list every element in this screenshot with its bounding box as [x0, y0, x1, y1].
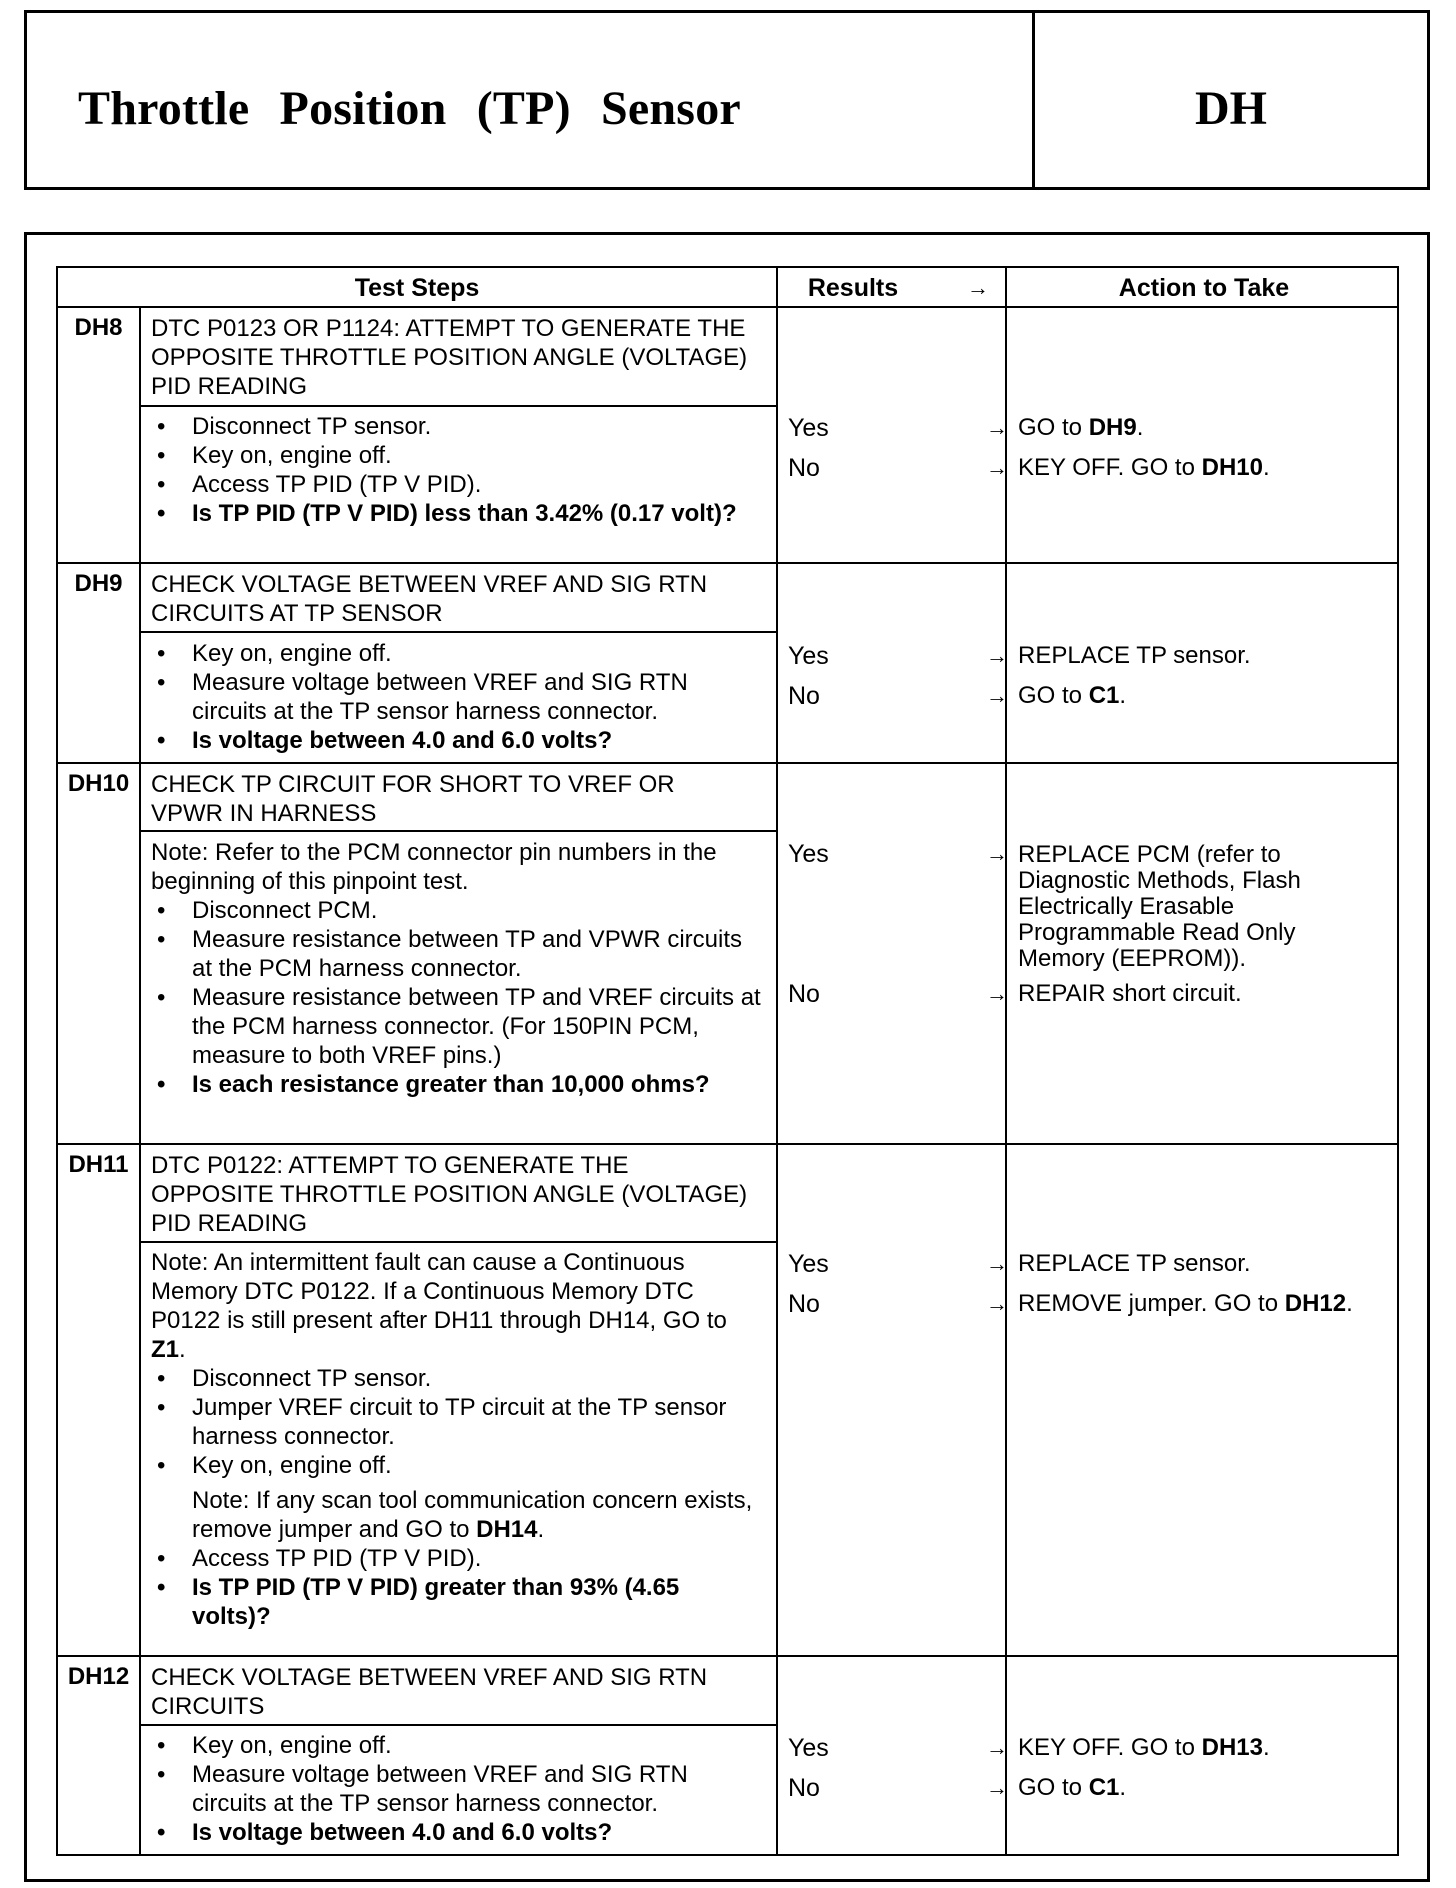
arrow-icon: → [986, 1735, 1008, 1760]
step-question: • Is TP PID (TP V PID) less than 3.42% (0.17 volt)? [151, 499, 761, 528]
action-no: KEY OFF. GO to DH10. [1018, 454, 1270, 481]
results-column-divider [776, 268, 778, 1856]
step-title: DTC P0123 OR P1124: ATTEMPT TO GENERATE THE OPPOSITE THROTTLE POSITION ANGLE (VOLTAGE) PID READING [151, 315, 748, 400]
step-body [151, 639, 761, 755]
action-column-divider [1005, 268, 1007, 1856]
bullet-item: • Measure voltage between VREF and SIG RTN circuits at the TP sensor harness connector. [151, 668, 761, 726]
arrow-icon: → [986, 643, 1008, 668]
step-actions [1018, 1244, 1388, 1324]
step-inner-note: Note: If any scan tool communication concern exists, remove jumper and GO to DH14. [192, 1487, 753, 1543]
bullet-item: • Disconnect TP sensor. [151, 412, 761, 441]
step-id: DH11 [68, 1151, 129, 1178]
step-id: DH9 [74, 570, 123, 597]
bullet-item: • Measure resistance between TP and VPWR circuits at the PCM harness connector. [151, 925, 761, 983]
arrow-icon: → [986, 683, 1008, 708]
step-question: • Is each resistance greater than 10,000 ohms? [151, 1070, 761, 1099]
step-body [151, 412, 761, 528]
action-yes: REPLACE TP sensor. [1018, 642, 1251, 669]
step-reference-link[interactable]: DH10 [1201, 454, 1263, 481]
step-body [151, 1731, 761, 1847]
action-yes: KEY OFF. GO to DH13. [1018, 1734, 1270, 1761]
column-header-test-steps: Test Steps [354, 274, 480, 302]
step-title-divider [139, 631, 776, 633]
step-actions [1018, 1728, 1388, 1808]
step-title: DTC P0122: ATTEMPT TO GENERATE THE OPPOSITE THROTTLE POSITION ANGLE (VOLTAGE) PID READING [151, 1152, 748, 1237]
step-divider [58, 562, 1397, 564]
step-results [788, 1244, 1008, 1324]
step-reference-link[interactable]: DH14 [476, 1516, 538, 1543]
result-yes: Yes [788, 414, 829, 442]
action-no: GO to C1. [1018, 1774, 1127, 1801]
bullet-item: • Measure voltage between VREF and SIG RTN circuits at the TP sensor harness connector. [151, 1760, 761, 1818]
step-reference-link[interactable]: DH13 [1201, 1734, 1263, 1761]
result-yes: Yes [788, 1734, 829, 1762]
step-results [788, 834, 1008, 1014]
step-divider [58, 1143, 1397, 1145]
step-reference-link[interactable]: DH12 [1284, 1290, 1347, 1317]
bullet-item: • Key on, engine off. [151, 441, 761, 470]
step-reference-link[interactable]: Z1 [151, 1336, 180, 1363]
result-yes: Yes [788, 642, 829, 670]
step-note: Note: An intermittent fault can cause a Continuous Memory DTC P0122. If a Continuous Memory DTC P0122 is still present after DH11 through DH14, GO to Z1. [151, 1249, 727, 1363]
step-actions [1018, 408, 1388, 488]
step-title-divider [139, 405, 776, 407]
result-yes: Yes [788, 1250, 829, 1278]
header-divider-line [58, 306, 1397, 308]
step-reference-link[interactable]: C1 [1088, 682, 1120, 709]
step-id: DH12 [67, 1663, 130, 1690]
result-yes: Yes [788, 840, 829, 868]
step-body [151, 1248, 761, 1631]
step-title-divider [139, 1241, 776, 1243]
step-title: CHECK TP CIRCUIT FOR SHORT TO VREF OR VPWR IN HARNESS [151, 771, 675, 827]
column-header-results: Results [807, 274, 899, 302]
action-yes: GO to DH9. [1018, 414, 1144, 441]
step-title-divider [139, 830, 776, 832]
step-results [788, 1728, 1008, 1808]
bullet-item: • Key on, engine off. [151, 1731, 761, 1760]
action-no: GO to C1. [1018, 682, 1127, 709]
step-divider [58, 1655, 1397, 1657]
arrow-icon: → [986, 1291, 1008, 1316]
step-reference-link[interactable]: DH9 [1088, 414, 1137, 441]
bullet-item: • Access TP PID (TP V PID). [151, 1544, 761, 1573]
step-question: • Is voltage between 4.0 and 6.0 volts? [151, 1818, 761, 1847]
arrow-icon: → [986, 415, 1008, 440]
action-no: REMOVE jumper. GO to DH12. [1018, 1290, 1353, 1317]
bullet-item: • Measure resistance between TP and VREF circuits at the PCM harness connector. (For 150PIN PCM, measure to both VREF pins.) [151, 983, 761, 1070]
column-header-action: Action to Take [1118, 274, 1290, 302]
bullet-item: • Access TP PID (TP V PID). [151, 470, 761, 499]
bullet-item: • Key on, engine off. [151, 639, 761, 668]
step-id: DH10 [67, 770, 130, 797]
step-divider [58, 762, 1397, 764]
column-header-arrow-icon: → [967, 275, 989, 300]
step-title: CHECK VOLTAGE BETWEEN VREF AND SIG RTN CIRCUITS [151, 1664, 708, 1720]
action-no: REPAIR short circuit. [1018, 980, 1242, 1007]
arrow-icon: → [986, 1251, 1008, 1276]
pinpoint-test-table [56, 266, 1399, 1856]
result-no: No [788, 1774, 820, 1802]
step-body [151, 838, 761, 1099]
id-column-divider [139, 308, 141, 1856]
arrow-icon: → [986, 841, 1008, 866]
step-results [788, 408, 1008, 488]
arrow-icon: → [986, 981, 1008, 1006]
result-no: No [788, 980, 820, 1008]
step-question: • Is TP PID (TP V PID) greater than 93% (4.65 volts)? [151, 1573, 761, 1631]
step-title-divider [139, 1724, 776, 1726]
step-results [788, 636, 1008, 716]
step-title: CHECK VOLTAGE BETWEEN VREF AND SIG RTN CIRCUITS AT TP SENSOR [151, 571, 708, 627]
action-yes: REPLACE TP sensor. [1018, 1250, 1251, 1277]
result-no: No [788, 1290, 820, 1318]
step-id: DH8 [74, 314, 123, 341]
arrow-icon: → [986, 455, 1008, 480]
arrow-icon: → [986, 1775, 1008, 1800]
page-header [24, 10, 1430, 190]
bullet-item: • Key on, engine off. [151, 1451, 761, 1480]
bullet-item: • Jumper VREF circuit to TP circuit at the TP sensor harness connector. [151, 1393, 761, 1451]
page-title: Throttle Position (TP) Sensor [78, 82, 741, 135]
page-code: DH [1195, 82, 1267, 135]
step-reference-link[interactable]: C1 [1088, 1774, 1120, 1801]
bullet-item: • Disconnect TP sensor. [151, 1364, 761, 1393]
action-yes: REPLACE PCM (refer to Diagnostic Methods, Flash Electrically Erasable Programmable Read Only Memory (EEPROM)). [1018, 841, 1301, 972]
bullet-item: • Disconnect PCM. [151, 896, 761, 925]
step-question: • Is voltage between 4.0 and 6.0 volts? [151, 726, 761, 755]
result-no: No [788, 682, 820, 710]
step-note: Note: Refer to the PCM connector pin numbers in the beginning of this pinpoint test. [151, 839, 717, 895]
step-actions [1018, 636, 1388, 716]
result-no: No [788, 454, 820, 482]
